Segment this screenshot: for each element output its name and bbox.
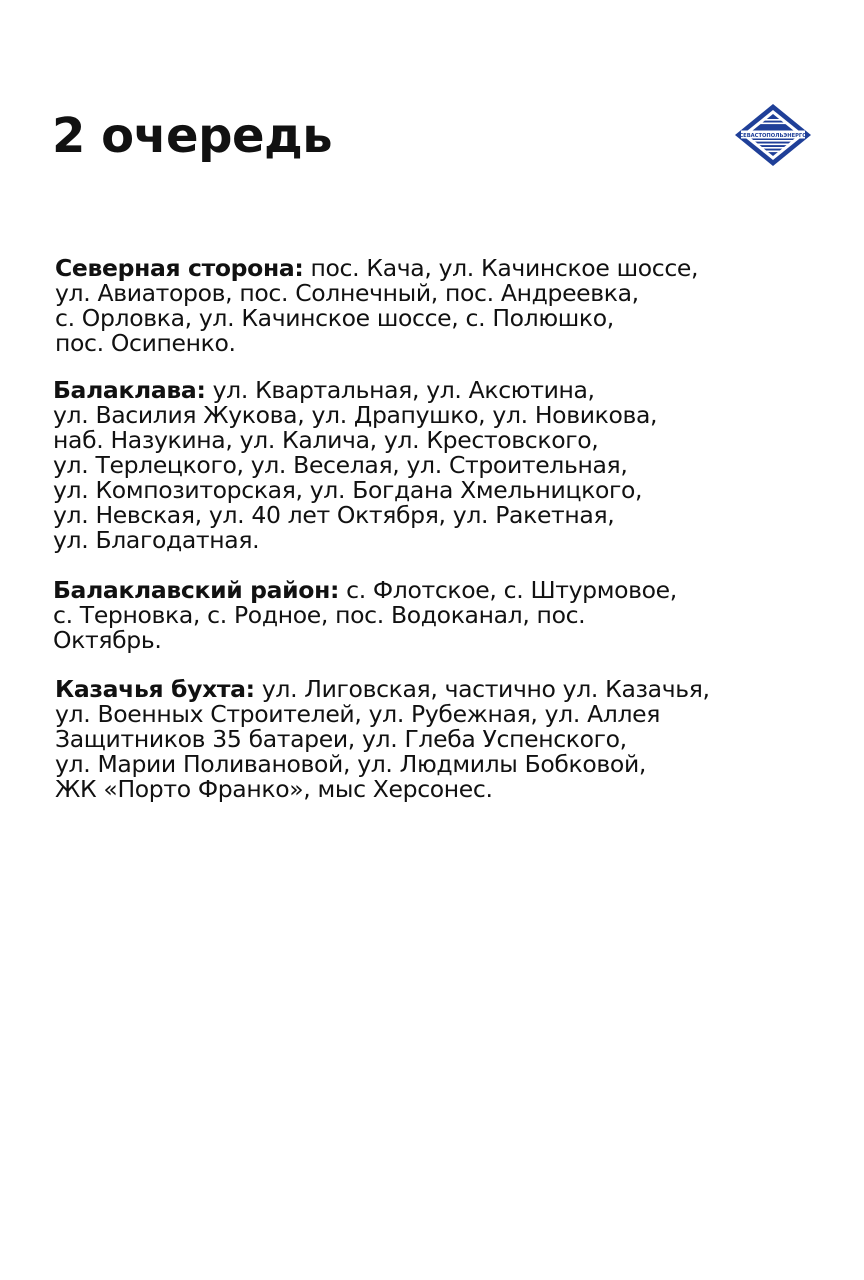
section-line: наб. Назукина, ул. Калича, ул. Крестовского, <box>53 426 599 454</box>
section-line: ул. Василия Жукова, ул. Драпушко, ул. Новикова, <box>53 401 658 429</box>
page-title: 2 очередь <box>52 108 333 164</box>
section-balaklavsky-rayon <box>53 578 677 653</box>
section-text: ул. Лиговская, частично ул. Казачья, <box>254 675 710 703</box>
section-text: с. Флотское, с. Штурмовое, <box>339 576 677 604</box>
section-first-line <box>55 677 710 702</box>
section-kazachya-bukhta <box>55 677 710 802</box>
logo-text: СЕВАСТОПОЛЬЭНЕРГО <box>739 132 807 139</box>
section-line: Октябрь. <box>53 626 162 654</box>
section-first-line <box>53 378 657 403</box>
section-line: с. Орловка, ул. Качинское шоссе, с. Полюшко, <box>55 304 614 332</box>
section-line: ул. Марии Поливановой, ул. Людмилы Бобковой, <box>55 750 646 778</box>
section-line: Защитников 35 батареи, ул. Глеба Успенского, <box>55 725 627 753</box>
section-line: ул. Авиаторов, пос. Солнечный, пос. Андреевка, <box>55 279 639 307</box>
sevastopolenergo-logo-icon <box>733 102 813 168</box>
section-label: Балаклавский район: <box>53 576 339 604</box>
section-line: ЖК «Порто Франко», мыс Херсонес. <box>55 775 493 803</box>
section-label: Северная сторона: <box>55 254 304 282</box>
section-line: ул. Терлецкого, ул. Веселая, ул. Строительная, <box>53 451 628 479</box>
section-first-line <box>55 256 698 281</box>
section-text: ул. Квартальная, ул. Аксютина, <box>205 376 595 404</box>
section-line: с. Терновка, с. Родное, пос. Водоканал, пос. <box>53 601 586 629</box>
section-severnaya-storona <box>55 256 698 356</box>
section-line: ул. Благодатная. <box>53 526 260 554</box>
section-balaklava <box>53 378 657 553</box>
section-line: пос. Осипенко. <box>55 329 236 357</box>
section-line: ул. Невская, ул. 40 лет Октября, ул. Ракетная, <box>53 501 615 529</box>
section-first-line <box>53 578 677 603</box>
section-line: ул. Композиторская, ул. Богдана Хмельницкого, <box>53 476 643 504</box>
section-label: Казачья бухта: <box>55 675 255 703</box>
section-text: пос. Кача, ул. Качинское шоссе, <box>303 254 699 282</box>
section-label: Балаклава: <box>53 376 206 404</box>
section-line: ул. Военных Строителей, ул. Рубежная, ул. Аллея <box>55 700 661 728</box>
